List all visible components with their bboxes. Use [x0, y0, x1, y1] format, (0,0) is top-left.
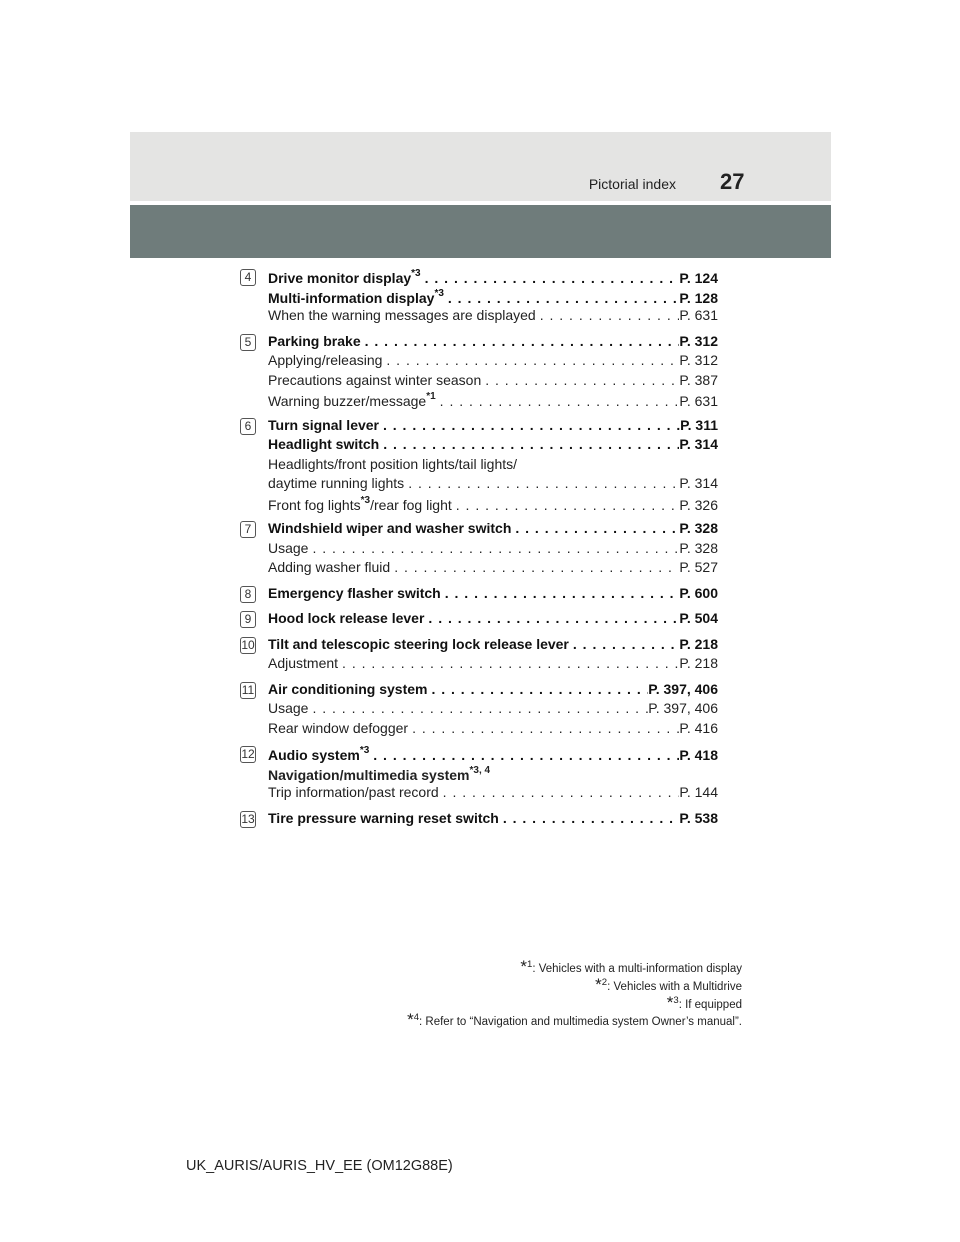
- entry-label: Front fog lights: [268, 496, 361, 513]
- page-ref[interactable]: P. 218: [679, 635, 718, 652]
- page-ref[interactable]: P. 312: [679, 352, 718, 368]
- footnote-line: [300, 1011, 742, 1029]
- entry-label: Turn signal lever: [268, 416, 379, 433]
- entry-label-group: [268, 391, 436, 409]
- entry-label-group: [268, 745, 369, 763]
- item-number-badge: 6: [240, 418, 256, 435]
- footnote-ref: *3: [360, 494, 371, 506]
- item-number-badge: 11: [241, 682, 255, 697]
- dot-leader: [427, 681, 648, 697]
- entry-label: Headlight switch: [268, 436, 380, 452]
- footnote-text: : If equipped: [678, 998, 742, 1011]
- entry-label-group: [268, 352, 382, 368]
- entry-label-group: [268, 475, 404, 491]
- dot-leader: [379, 436, 679, 452]
- index-group: [240, 268, 718, 327]
- dot-leader: [390, 559, 679, 575]
- item-number-badge: 10: [241, 637, 255, 652]
- page-ref[interactable]: P. 312: [679, 332, 718, 349]
- index-group: [240, 417, 718, 515]
- dot-leader: [379, 417, 680, 433]
- index-subentry[interactable]: [268, 391, 718, 411]
- index-group: [240, 610, 718, 630]
- index-group: [240, 333, 718, 411]
- index-text-line: [268, 765, 718, 785]
- footnote-ref: *3: [359, 745, 370, 756]
- index-subentry[interactable]: [268, 372, 718, 392]
- entry-label: Audio system: [268, 747, 360, 763]
- footnote-asterisk: *: [595, 974, 602, 994]
- entry-label-group: [268, 720, 408, 736]
- index-list: [240, 268, 718, 835]
- index-subentry[interactable]: [268, 784, 718, 804]
- footnote-text: : Refer to “Navigation and multimedia system Owner’s manual”.: [419, 1016, 742, 1029]
- footnote-ref: *1: [426, 391, 436, 402]
- index-entry[interactable]: [268, 268, 718, 288]
- page-ref[interactable]: P. 397, 406: [648, 700, 718, 716]
- index-subentry[interactable]: [268, 559, 718, 579]
- entry-label: Drive monitor display: [268, 270, 412, 286]
- item-number-badge: 9: [240, 611, 256, 628]
- footnote-line: [300, 976, 742, 994]
- page-ref[interactable]: P. 124: [679, 270, 718, 286]
- page-ref[interactable]: P. 314: [679, 436, 718, 452]
- footnote-number: 4: [413, 1012, 420, 1024]
- dot-leader: [308, 540, 679, 556]
- entry-label-group: [268, 417, 379, 433]
- dot-leader: [452, 497, 680, 513]
- entry-label: When the warning messages are displayed: [268, 307, 536, 323]
- dot-leader: [369, 747, 679, 763]
- dot-leader: [436, 393, 680, 409]
- index-entry[interactable]: [268, 585, 718, 605]
- page-ref[interactable]: P. 418: [679, 747, 718, 763]
- page-ref[interactable]: P. 144: [679, 784, 718, 800]
- index-entry[interactable]: [268, 436, 718, 456]
- page-ref[interactable]: P. 631: [679, 307, 718, 323]
- dot-leader: [382, 352, 679, 368]
- dot-leader: [424, 610, 679, 626]
- item-number-badge: 13: [241, 811, 255, 826]
- entry-label: Adding washer fluid: [268, 559, 391, 575]
- page-ref[interactable]: P. 328: [679, 539, 718, 556]
- entry-label-group: [268, 784, 439, 800]
- footnote-ref: *3, 4: [469, 764, 491, 776]
- entry-label-group: [268, 655, 338, 671]
- entry-label: Headlights/front position lights/tail lights/: [268, 455, 518, 472]
- page-ref[interactable]: P. 328: [679, 520, 718, 536]
- footnote-line: [300, 994, 742, 1012]
- entry-label-group: [268, 288, 444, 306]
- index-entry[interactable]: [268, 745, 718, 765]
- index-group: [240, 636, 718, 675]
- entry-label-group: [268, 559, 390, 575]
- item-number-badge: 5: [240, 334, 256, 351]
- dot-leader: [441, 585, 680, 601]
- entry-label-group: [268, 810, 499, 826]
- index-group: [240, 585, 718, 605]
- index-subentry[interactable]: [268, 352, 718, 372]
- footnote-number: 3: [673, 994, 679, 1006]
- index-group: [240, 520, 718, 579]
- entry-label: Usage: [268, 539, 309, 556]
- index-group: [240, 681, 718, 740]
- page-ref[interactable]: P. 527: [679, 559, 718, 575]
- page-ref[interactable]: P. 631: [679, 393, 718, 409]
- entry-label: Precautions against winter season: [268, 371, 482, 388]
- index-entry[interactable]: [268, 610, 718, 630]
- entry-label-group: [268, 333, 361, 349]
- page-ref[interactable]: P. 397, 406: [648, 680, 718, 697]
- entry-label: Warning buzzer/message: [268, 393, 427, 409]
- index-entry[interactable]: [268, 288, 718, 308]
- page-ref[interactable]: P. 504: [679, 610, 718, 626]
- footnote-ref: *3: [434, 287, 444, 299]
- index-subentry[interactable]: [268, 720, 718, 740]
- entry-label-group: [268, 700, 308, 716]
- entry-label: Trip information/past record: [268, 784, 439, 800]
- page-ref[interactable]: P. 387: [679, 371, 718, 388]
- dot-leader: [511, 520, 679, 536]
- entry-label: Multi-information display: [268, 289, 435, 306]
- section-title: Pictorial index: [588, 176, 676, 192]
- footnote-asterisk: *: [407, 1010, 414, 1030]
- entry-label-cont: /rear fog light: [370, 496, 452, 513]
- dot-leader: [536, 307, 680, 323]
- entry-label: Usage: [268, 700, 309, 716]
- footnotes: [300, 958, 742, 1029]
- page-ref[interactable]: P. 416: [679, 719, 718, 736]
- page-ref[interactable]: P. 538: [679, 809, 718, 826]
- entry-label: Air conditioning system: [268, 680, 428, 697]
- item-number-badge: 12: [241, 747, 255, 761]
- dot-leader: [404, 475, 679, 491]
- index-subentry[interactable]: [268, 655, 718, 675]
- dot-leader: [499, 810, 679, 826]
- dot-leader: [439, 784, 680, 800]
- entry-label-group: [268, 540, 308, 556]
- index-subentry[interactable]: [268, 475, 718, 495]
- dot-leader: [308, 700, 648, 716]
- footnote-asterisk: *: [666, 992, 674, 1012]
- page-number: 27: [720, 169, 745, 194]
- footnote-ref: *3: [411, 268, 421, 279]
- footnote-line: [300, 958, 742, 976]
- entry-label-group: [268, 495, 452, 513]
- index-subentry[interactable]: [268, 700, 718, 720]
- entry-label: Applying/releasing: [268, 352, 383, 368]
- dot-leader: [481, 372, 679, 388]
- entry-label: Windshield wiper and washer switch: [268, 520, 512, 536]
- entry-label: Rear window defogger: [268, 719, 409, 736]
- page-ref[interactable]: P. 311: [680, 416, 718, 433]
- index-group: [240, 810, 718, 830]
- dot-leader: [338, 655, 679, 671]
- item-number-badge: 4: [240, 269, 256, 286]
- dot-leader: [569, 636, 679, 652]
- entry-label: Parking brake: [268, 332, 361, 349]
- item-number-badge: 8: [240, 586, 256, 603]
- dot-leader: [361, 333, 680, 349]
- index-group: [240, 745, 718, 804]
- footnote-number: 2: [601, 976, 608, 988]
- index-entry[interactable]: [268, 636, 718, 656]
- entry-label-group: [268, 520, 511, 536]
- index-subentry[interactable]: [268, 495, 718, 515]
- dot-leader: [444, 290, 679, 306]
- header-band-dark: [130, 205, 831, 258]
- page-ref[interactable]: P. 218: [679, 655, 718, 671]
- index-entry[interactable]: [268, 417, 718, 437]
- entry-label-group: [268, 610, 424, 626]
- index-text-line: [268, 456, 718, 476]
- page-ref[interactable]: P. 600: [679, 584, 718, 601]
- footnote-number: 1: [527, 959, 533, 970]
- footnote-text: : Vehicles with a multi-information display: [532, 962, 742, 975]
- entry-label: daytime running lights: [268, 475, 405, 491]
- entry-label-group: [268, 436, 379, 452]
- dot-leader: [421, 270, 680, 286]
- footnote-text: : Vehicles with a Multidrive: [607, 980, 742, 993]
- entry-label: Tire pressure warning reset switch: [268, 809, 499, 826]
- entry-label: Emergency flasher switch: [268, 584, 441, 601]
- entry-label: Adjustment: [268, 655, 339, 671]
- index-entry[interactable]: [268, 681, 718, 701]
- entry-label-group: [268, 681, 427, 697]
- entry-label-group: [268, 636, 569, 652]
- entry-label-group: [268, 268, 421, 286]
- index-subentry[interactable]: [268, 307, 718, 327]
- entry-label: Tilt and telescopic steering lock release lever: [268, 635, 569, 652]
- page-ref[interactable]: P. 326: [679, 496, 718, 513]
- page-ref[interactable]: P. 314: [679, 475, 718, 491]
- index-entry[interactable]: [268, 333, 718, 353]
- entry-label-group: [268, 372, 481, 388]
- index-subentry[interactable]: [268, 540, 718, 560]
- entry-label-group: [268, 585, 441, 601]
- entry-label-group: [268, 307, 536, 323]
- entry-label: Navigation/multimedia system: [268, 766, 470, 783]
- index-entry[interactable]: [268, 810, 718, 830]
- footnote-asterisk: *: [520, 956, 528, 976]
- entry-label: Hood lock release lever: [268, 610, 425, 626]
- item-number-badge: 7: [240, 521, 256, 538]
- document-code: UK_AURIS/AURIS_HV_EE (OM12G88E): [186, 1158, 453, 1174]
- dot-leader: [408, 720, 679, 736]
- index-entry[interactable]: [268, 520, 718, 540]
- page-ref[interactable]: P. 128: [679, 289, 718, 306]
